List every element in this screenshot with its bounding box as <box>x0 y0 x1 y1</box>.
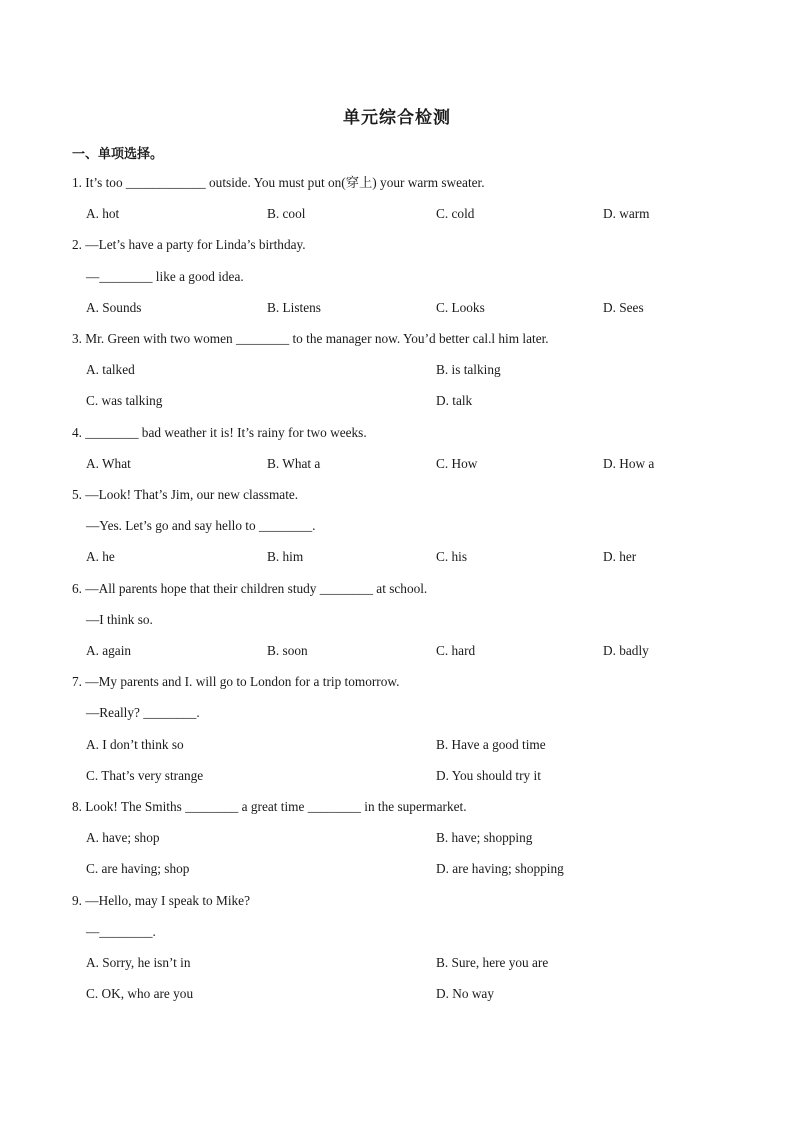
q4-option-c[interactable]: C. How <box>436 456 478 471</box>
q4-option-a[interactable]: A. What <box>86 456 131 471</box>
q9-option-b[interactable]: B. Sure, here you are <box>436 955 549 970</box>
q3-option-d[interactable]: D. talk <box>436 393 473 408</box>
question-5-reply: —Yes. Let’s go and say hello to ________. <box>86 518 316 533</box>
q8-option-d[interactable]: D. are having; shopping <box>436 861 564 876</box>
q4-option-b[interactable]: B. What a <box>267 456 321 471</box>
question-3-stem: 3. Mr. Green with two women ________ to the manager now. You’d better cal.l him later. <box>72 331 549 346</box>
q3-option-a[interactable]: A. talked <box>86 362 135 377</box>
question-2-reply: —________ like a good idea. <box>86 269 244 284</box>
q9-option-a[interactable]: A. Sorry, he isn’t in <box>86 955 191 970</box>
q5-option-b[interactable]: B. him <box>267 549 304 564</box>
q7-option-c[interactable]: C. That’s very strange <box>86 768 204 783</box>
q3-option-b[interactable]: B. is talking <box>436 362 501 377</box>
question-2-stem: 2. —Let’s have a party for Linda’s birthday. <box>72 237 306 252</box>
q6-option-c[interactable]: C. hard <box>436 643 476 658</box>
question-9-stem: 9. —Hello, may I speak to Mike? <box>72 893 250 908</box>
question-8-stem: 8. Look! The Smiths ________ a great time ________ in the supermarket. <box>72 799 467 814</box>
question-6-stem: 6. —All parents hope that their children study ________ at school. <box>72 581 428 596</box>
question-1-stem: 1. It’s too ____________ outside. You must put on(穿上) your warm sweater. <box>72 175 485 190</box>
q6-option-d[interactable]: D. badly <box>603 643 649 658</box>
q1-option-d[interactable]: D. warm <box>603 206 650 221</box>
q9-option-d[interactable]: D. No way <box>436 986 494 1001</box>
q1-option-b[interactable]: B. cool <box>267 206 306 221</box>
q4-option-d[interactable]: D. How a <box>603 456 655 471</box>
q5-option-a[interactable]: A. he <box>86 549 115 564</box>
q6-option-b[interactable]: B. soon <box>267 643 308 658</box>
q9-option-c[interactable]: C. OK, who are you <box>86 986 194 1001</box>
q8-option-c[interactable]: C. are having; shop <box>86 861 190 876</box>
q1-option-a[interactable]: A. hot <box>86 206 120 221</box>
q2-option-a[interactable]: A. Sounds <box>86 300 142 315</box>
q5-option-d[interactable]: D. her <box>603 549 637 564</box>
q2-option-c[interactable]: C. Looks <box>436 300 485 315</box>
section-heading: 一、单项选择。 <box>72 147 164 162</box>
question-6-reply: —I think so. <box>86 612 153 627</box>
q1-option-c[interactable]: C. cold <box>436 206 475 221</box>
q6-option-a[interactable]: A. again <box>86 643 132 658</box>
page-title: 单元综合检测 <box>343 108 451 128</box>
question-9-reply: —________. <box>86 924 156 939</box>
q2-option-d[interactable]: D. Sees <box>603 300 644 315</box>
q8-option-a[interactable]: A. have; shop <box>86 830 160 845</box>
q8-option-b[interactable]: B. have; shopping <box>436 830 533 845</box>
q7-option-d[interactable]: D. You should try it <box>436 768 541 783</box>
q7-option-b[interactable]: B. Have a good time <box>436 737 546 752</box>
question-5-stem: 5. —Look! That’s Jim, our new classmate. <box>72 487 299 502</box>
question-7-stem: 7. —My parents and I. will go to London for a trip tomorrow. <box>72 674 400 689</box>
q7-option-a[interactable]: A. I don’t think so <box>86 737 184 752</box>
q5-option-c[interactable]: C. his <box>436 549 468 564</box>
question-7-reply: —Really? ________. <box>86 705 200 720</box>
question-4-stem: 4. ________ bad weather it is! It’s rainy for two weeks. <box>72 425 367 440</box>
q3-option-c[interactable]: C. was talking <box>86 393 163 408</box>
q2-option-b[interactable]: B. Listens <box>267 300 321 315</box>
